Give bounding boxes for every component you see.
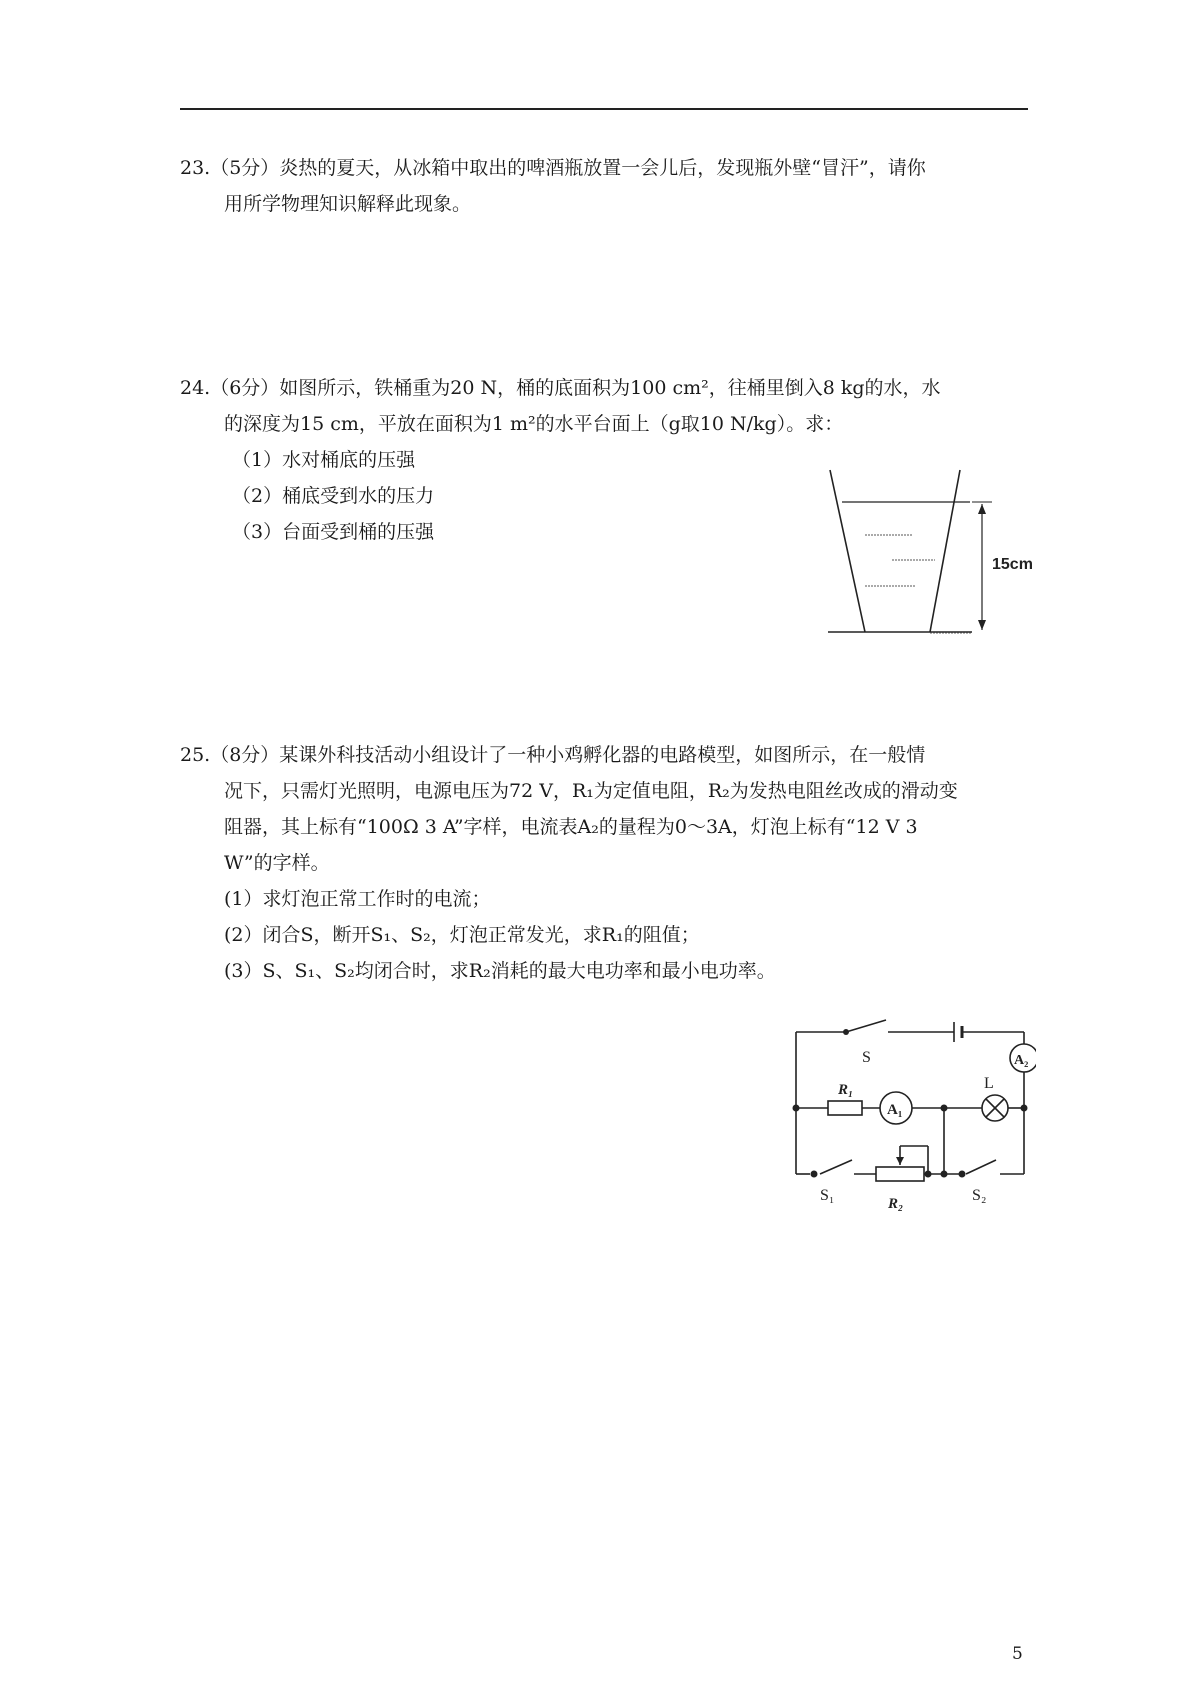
dim-arrow-up [978, 504, 986, 514]
question-24-part-3: （3）台面受到桶的压强 [232, 521, 435, 543]
junction-dot [925, 1171, 932, 1178]
junction-dot [941, 1171, 948, 1178]
switch-s2-label: S₂ [972, 1187, 987, 1204]
question-23-line-2: 用所学物理知识解释此现象。 [224, 193, 472, 215]
question-25-line-1: 25.（8分）某课外科技活动小组设计了一种小鸡孵化器的电路模型，如图所示，在一般情 [180, 744, 926, 766]
r1-label: R₁ [838, 1082, 854, 1098]
a2-label: A₂ [1014, 1053, 1029, 1068]
switch-s-label: S [862, 1049, 871, 1066]
junction-dot [793, 1105, 800, 1112]
switch-s-blade [846, 1020, 886, 1032]
junction-dot [941, 1105, 948, 1112]
bucket-right-wall [930, 470, 960, 632]
question-24-line-1: 24.（6分）如图所示，铁桶重为20 N，桶的底面积为100 cm²，往桶里倒入8 kg的水，水 [180, 377, 941, 399]
lamp-label: L [984, 1075, 994, 1092]
question-25 [180, 737, 1030, 989]
question-25-line-2: 况下，只需灯光照明，电源电压为72 V，R₁为定值电阻，R₂为发热电阻丝改成的滑动变 [224, 780, 958, 802]
question-25-part-3: (3）S、S₁、S₂均闭合时，求R₂消耗的最大电功率和最小电功率。 [224, 960, 776, 982]
switch-s1-label: S₁ [820, 1187, 835, 1204]
question-25-line-3: 阻器，其上标有“100Ω 3 A”字样，电流表A₂的量程为0～3A，灯泡上标有“12 V 3 [224, 816, 918, 838]
switch-s2-contact [959, 1171, 966, 1178]
question-24-part-2: （2）桶底受到水的压力 [232, 485, 435, 507]
resistor-r2 [876, 1167, 924, 1181]
question-24-part-1: （1）水对桶底的压强 [232, 449, 416, 471]
switch-s2-blade [966, 1160, 996, 1174]
question-24-line-2: 的深度为15 cm，平放在面积为1 m²的水平台面上（g取10 N/kg）。求： [224, 413, 844, 435]
page-number: 5 [1012, 1644, 1023, 1664]
bucket-figure [820, 460, 1040, 640]
switch-s1-contact [811, 1171, 818, 1178]
question-25-part-2: (2）闭合S，断开S₁、S₂，灯泡正常发光，求R₁的阻值； [224, 924, 700, 946]
switch-s-contact [843, 1029, 849, 1035]
dim-arrow-down [978, 620, 986, 630]
circuit-diagram [786, 1010, 1036, 1220]
junction-dot [1021, 1105, 1028, 1112]
question-23 [180, 150, 1030, 222]
question-23-line-1: 23.（5分）炎热的夏天，从冰箱中取出的啤酒瓶放置一会儿后，发现瓶外壁“冒汗”，请你 [180, 157, 926, 179]
bucket-left-wall [830, 470, 865, 632]
depth-label: 15cm [992, 556, 1033, 573]
switch-s1-blade [820, 1160, 852, 1174]
question-25-line-4: W”的字样。 [224, 852, 330, 874]
r2-label: R₂ [888, 1196, 904, 1212]
header-rule [180, 108, 1028, 110]
resistor-r1 [828, 1101, 862, 1115]
a1-label: A₁ [887, 1102, 903, 1118]
question-25-part-1: (1）求灯泡正常工作时的电流； [224, 888, 491, 910]
r2-slider-arrow [896, 1157, 904, 1165]
